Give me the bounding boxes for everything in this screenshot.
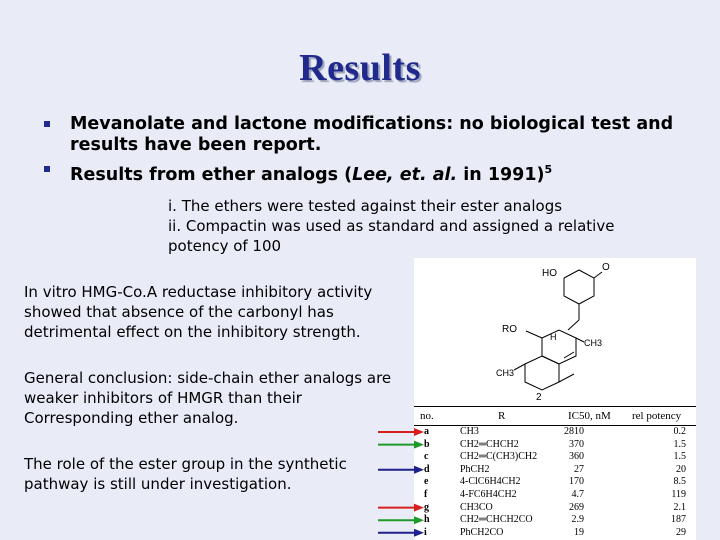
- citation-superscript: 5: [544, 163, 553, 176]
- row-no: b: [424, 438, 430, 450]
- bullet-list: [44, 114, 684, 189]
- header-r: R: [498, 410, 506, 422]
- row-rel-potency: 0.2: [673, 426, 686, 437]
- row-substituent: PhCH2CO: [460, 526, 504, 538]
- structure-figure: [414, 258, 696, 540]
- row-ic50: 19: [574, 526, 584, 538]
- row-ic50: 2810: [564, 426, 584, 437]
- table-row: [414, 489, 696, 501]
- paragraph-conclusion: General conclusion: side-chain ether analogs are weaker inhibitors of HMGR than their Corresponding ether analog.: [24, 369, 392, 427]
- row-substituent: CH2═CHCH2: [460, 438, 519, 450]
- table-row: [414, 464, 696, 476]
- paragraph-role: The role of the ester group in the synthetic pathway is still under investigation.: [24, 455, 347, 493]
- ch3-right-label: CH3: [584, 338, 603, 348]
- compound-number: 2: [536, 392, 542, 403]
- row-substituent: 4-FC6H4CH2: [460, 489, 517, 500]
- table-row: [414, 527, 696, 539]
- slide-title: Results: [299, 47, 421, 89]
- paragraph-activity: In vitro HMG-Co.A reductase inhibitory activity showed that absence of the carbonyl has detrimental effect on the inhibitory strength.: [24, 283, 373, 341]
- row-rel-potency: 1.5: [673, 451, 686, 463]
- row-ic50: 170: [569, 476, 584, 488]
- arrow-icon: [378, 441, 424, 449]
- row-no: d: [424, 463, 430, 475]
- arrow-icon: [378, 504, 424, 512]
- row-rel-potency: 29: [676, 526, 686, 538]
- bullet-item: [44, 114, 684, 156]
- row-ic50: 370: [569, 438, 584, 450]
- row-no: g: [424, 501, 429, 513]
- sub-points: [168, 196, 668, 256]
- row-substituent: CH2═CHCH2CO: [460, 514, 533, 526]
- row-rel-potency: 8.5: [673, 476, 686, 488]
- row-arrows: [376, 420, 428, 540]
- row-rel-potency: 119: [671, 489, 686, 500]
- sub-point: ii. Compactin was used as standard and assigned a relative potency of 100: [168, 217, 615, 255]
- row-ic50: 27: [574, 463, 584, 475]
- arrow-icon: [378, 428, 424, 436]
- row-substituent: PhCH2: [460, 463, 490, 475]
- row-rel-potency: 2.1: [673, 501, 686, 513]
- square-bullet-icon: [44, 121, 50, 127]
- table-row: [414, 476, 696, 488]
- row-substituent: CH3CO: [460, 501, 493, 513]
- row-ic50: 269: [569, 501, 584, 513]
- row-no: f: [424, 489, 428, 500]
- h-label: H: [550, 332, 557, 342]
- table-row: [414, 514, 696, 526]
- row-no: a: [424, 426, 429, 437]
- citation-authors: Lee, et. al.: [352, 164, 458, 185]
- table-row: [414, 426, 696, 438]
- row-rel-potency: 1.5: [673, 438, 686, 450]
- row-rel-potency: 20: [676, 463, 686, 475]
- row-substituent: CH3: [460, 426, 479, 437]
- square-bullet-icon: [44, 166, 50, 172]
- table-row: [414, 439, 696, 451]
- table-row: [414, 451, 696, 463]
- arrow-icon: [378, 516, 424, 524]
- row-rel-potency: 187: [671, 514, 686, 526]
- bullet-text: Mevanolate and lactone modifications: no biological test and results have been report.: [70, 114, 674, 155]
- o-label: O: [602, 262, 610, 273]
- chemical-structure-diagram: [414, 258, 696, 406]
- row-no: i: [424, 526, 427, 538]
- bullet-text: Results from ether analogs (Lee, et. al. in 1991)$^5$: [70, 163, 553, 185]
- table-row: [414, 502, 696, 514]
- row-ic50: 360: [569, 451, 584, 463]
- ho-label: HO: [542, 268, 557, 279]
- row-ic50: 2.9: [571, 514, 584, 526]
- header-rel-potency: rel potency: [632, 410, 682, 422]
- row-no: c: [424, 451, 429, 463]
- header-no: no.: [420, 410, 434, 422]
- row-no: h: [424, 514, 430, 526]
- row-ic50: 4.7: [571, 489, 584, 500]
- arrow-icon: [378, 529, 424, 537]
- row-substituent: CH2═C(CH3)CH2: [460, 451, 538, 463]
- row-no: e: [424, 476, 429, 488]
- ch3-left-label: CH3: [496, 368, 515, 378]
- table-header: [414, 406, 696, 426]
- arrow-icon: [378, 466, 424, 474]
- row-substituent: 4-ClC6H4CH2: [460, 476, 521, 488]
- sub-point: i. The ethers were tested against their ester analogs: [168, 197, 563, 215]
- header-ic50: IC50, nM: [568, 410, 611, 422]
- ro-label: RO: [502, 324, 517, 335]
- bullet-item: [44, 159, 684, 186]
